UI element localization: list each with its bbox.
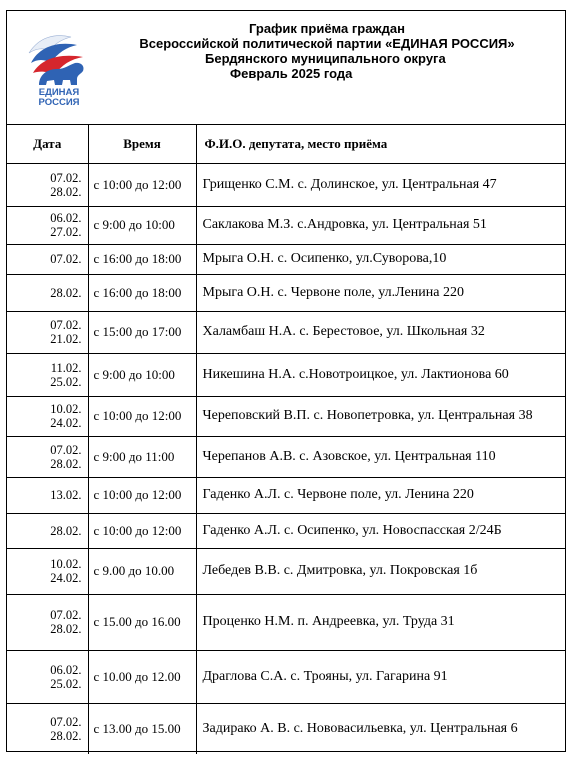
title-line-4: Февраль 2025 года: [230, 66, 353, 81]
date-value: 28.02.: [50, 285, 82, 300]
cell-dates: [7, 650, 88, 703]
cell-deputy-location: Халамбаш Н.А. с. Берестовое, ул. Школьная 32: [196, 311, 565, 353]
cell-dates: [7, 311, 88, 353]
date-value: 10.02.: [50, 402, 82, 416]
date-value: 28.02.: [50, 456, 82, 471]
cell-dates: [7, 513, 88, 548]
date-value: 07.02.: [50, 714, 82, 729]
cell-dates: [7, 436, 88, 477]
date-value: 27.02.: [50, 225, 82, 239]
cell-time: с 15:00 до 17:00: [88, 311, 196, 353]
title-line-2: Всероссийской политической партии «ЕДИНАЯ РОССИЯ»: [139, 36, 515, 51]
table-row: [7, 703, 565, 754]
cell-time: с 10.00 до 12.00: [88, 650, 196, 703]
cell-dates: [7, 396, 88, 436]
cell-time: с 16:00 до 18:00: [88, 244, 196, 274]
cell-dates: [7, 206, 88, 244]
cell-time: с 9:00 до 10:00: [88, 353, 196, 396]
date-value: 24.02.: [50, 571, 82, 585]
cell-deputy-location: Грищенко С.М. с. Долинское, ул. Центральная 47: [196, 163, 565, 206]
date-value: 24.02.: [50, 416, 82, 430]
cell-deputy-location: Драглова С.А. с. Трояны, ул. Гагарина 91: [196, 650, 565, 703]
cell-time: с 10:00 до 12:00: [88, 396, 196, 436]
table-row: [7, 594, 565, 650]
column-header-date: Дата: [7, 125, 88, 163]
title-line-3: Бердянского муниципального округа: [205, 51, 446, 66]
date-value: 07.02.: [50, 252, 82, 266]
table-row: [7, 311, 565, 353]
cell-time: с 9.00 до 10.00: [88, 548, 196, 594]
table-row: [7, 206, 565, 244]
date-value: 06.02.: [50, 211, 82, 225]
date-value: 28.02.: [50, 622, 82, 636]
schedule-document: [6, 10, 566, 752]
table-row: [7, 513, 565, 548]
date-value: 28.02.: [50, 184, 82, 199]
schedule-table: [7, 125, 565, 754]
cell-time: с 9:00 до 11:00: [88, 436, 196, 477]
table-row: [7, 436, 565, 477]
document-header: [7, 11, 565, 125]
date-value: 13.02.: [50, 488, 82, 502]
logo-text-line1: ЕДИНАЯ: [38, 87, 80, 98]
date-value: 10.02.: [50, 557, 82, 571]
cell-dates: [7, 244, 88, 274]
date-value: 11.02.: [50, 360, 82, 375]
cell-dates: [7, 477, 88, 513]
table-row: [7, 353, 565, 396]
cell-time: с 10:00 до 12:00: [88, 513, 196, 548]
table-row: [7, 163, 565, 206]
cell-time: с 9:00 до 10:00: [88, 206, 196, 244]
table-row: [7, 274, 565, 311]
date-value: 07.02.: [50, 170, 82, 185]
cell-deputy-location: Черепанов А.В. с. Азовское, ул. Центральная 110: [196, 436, 565, 477]
united-russia-logo-icon: [25, 23, 93, 109]
table-row: [7, 396, 565, 436]
cell-time: с 10:00 до 12:00: [88, 163, 196, 206]
date-value: 21.02.: [50, 332, 82, 346]
date-value: 28.02.: [50, 523, 82, 538]
logo-text-line2: РОССИЯ: [38, 97, 80, 108]
date-value: 07.02.: [50, 318, 82, 332]
date-value: 28.02.: [50, 728, 82, 743]
cell-deputy-location: Гаденко А.Л. с. Червоне поле, ул. Ленина 220: [196, 477, 565, 513]
cell-dates: [7, 703, 88, 754]
cell-dates: [7, 594, 88, 650]
cell-time: с 10:00 до 12:00: [88, 477, 196, 513]
document-title: [87, 21, 567, 81]
cell-deputy-location: Никешина Н.А. с.Новотроицкое, ул. Лактионова 60: [196, 353, 565, 396]
cell-deputy-location: Задирако А. В. с. Нововасильевка, ул. Центральная 6: [196, 703, 565, 754]
cell-deputy-location: Проценко Н.М. п. Андреевка, ул. Труда 31: [196, 594, 565, 650]
date-value: 25.02.: [50, 374, 82, 389]
cell-deputy-location: Гаденко А.Л. с. Осипенко, ул. Новоспасская 2/24Б: [196, 513, 565, 548]
column-header-deputy: Ф.И.О. депутата, место приёма: [196, 125, 565, 163]
cell-deputy-location: Череповский В.П. с. Новопетровка, ул. Центральная 38: [196, 396, 565, 436]
cell-time: с 13.00 до 15.00: [88, 703, 196, 754]
table-body: [7, 163, 565, 754]
column-header-time: Время: [88, 125, 196, 163]
cell-deputy-location: Мрыга О.Н. с. Осипенко, ул.Суворова,10: [196, 244, 565, 274]
cell-deputy-location: Лебедев В.В. с. Дмитровка, ул. Покровская 1б: [196, 548, 565, 594]
table-row: [7, 650, 565, 703]
date-value: 06.02.: [50, 662, 82, 677]
table-header-row: [7, 125, 565, 163]
cell-dates: [7, 274, 88, 311]
cell-time: с 15.00 до 16.00: [88, 594, 196, 650]
date-value: 07.02.: [50, 608, 82, 622]
cell-deputy-location: Саклакова М.З. с.Андровка, ул. Центральная 51: [196, 206, 565, 244]
cell-dates: [7, 163, 88, 206]
table-row: [7, 477, 565, 513]
date-value: 07.02.: [50, 442, 82, 457]
table-row: [7, 548, 565, 594]
cell-dates: [7, 353, 88, 396]
table-row: [7, 244, 565, 274]
cell-time: с 16:00 до 18:00: [88, 274, 196, 311]
date-value: 25.02.: [50, 676, 82, 691]
title-line-1: График приёма граждан: [249, 21, 405, 36]
cell-deputy-location: Мрыга О.Н. с. Червоне поле, ул.Ленина 220: [196, 274, 565, 311]
cell-dates: [7, 548, 88, 594]
